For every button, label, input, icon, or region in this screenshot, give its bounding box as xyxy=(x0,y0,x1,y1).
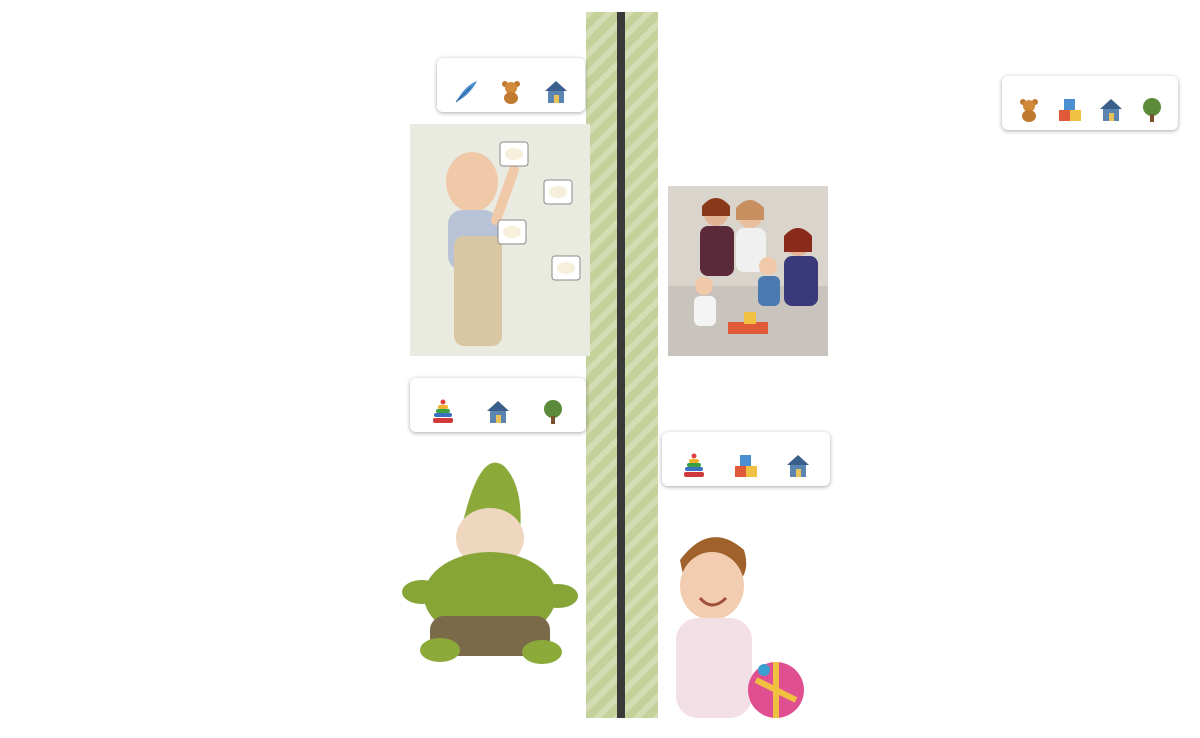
tag-exterior xyxy=(540,399,566,428)
tag-interior xyxy=(543,79,569,108)
feather-icon xyxy=(453,79,479,105)
tag-psicomotricidad xyxy=(430,399,456,428)
activity-171-stimuli xyxy=(858,434,1158,446)
stacking-rings-icon xyxy=(681,453,707,479)
mothers-and-children-photo xyxy=(668,186,828,356)
teddy-bear-icon xyxy=(1016,97,1042,123)
activity-168-text-col1 xyxy=(68,202,226,358)
activity-168-text-col2 xyxy=(240,202,398,358)
house-icon xyxy=(785,453,811,479)
blocks-icon xyxy=(733,453,759,479)
doll-in-green-photo xyxy=(392,446,588,670)
teddy-bear-icon xyxy=(498,79,524,105)
tag-interior xyxy=(785,453,811,482)
tag-afectivo xyxy=(498,79,524,108)
tag-afectivo xyxy=(1016,97,1042,126)
blocks-icon xyxy=(1057,97,1083,123)
activity-168-tags xyxy=(437,58,585,112)
activity-170-stimuli xyxy=(838,150,1174,162)
tag-sensorial xyxy=(453,79,479,108)
activity-170-tags xyxy=(1002,76,1178,130)
tag-lenguaje xyxy=(733,453,759,482)
activity-170-text-col1 xyxy=(842,200,1002,358)
activity-169-text-col1 xyxy=(68,514,226,670)
spiral-binding xyxy=(586,12,658,718)
house-icon xyxy=(1098,97,1124,123)
tree-icon xyxy=(1139,97,1165,123)
tag-interior xyxy=(1098,97,1124,126)
activity-168-stimuli xyxy=(236,122,386,134)
house-icon xyxy=(485,399,511,425)
activity-169-text-col2 xyxy=(240,514,398,670)
tag-psicomotricidad xyxy=(681,453,707,482)
activity-171-tags xyxy=(662,432,830,486)
tree-icon xyxy=(540,399,566,425)
activity-169-tags xyxy=(410,378,586,432)
activity-169-stimuli xyxy=(66,460,406,472)
activity-171-text-col1 xyxy=(736,498,946,682)
tag-lenguaje xyxy=(1057,97,1083,126)
activity-171-text-col2 xyxy=(962,498,1172,682)
baby-with-sheep-photo xyxy=(410,124,590,356)
tag-interior xyxy=(485,399,511,428)
activity-170-text-col2 xyxy=(1016,200,1176,358)
stacking-rings-icon xyxy=(430,399,456,425)
house-icon xyxy=(543,79,569,105)
tag-exterior xyxy=(1139,97,1165,126)
